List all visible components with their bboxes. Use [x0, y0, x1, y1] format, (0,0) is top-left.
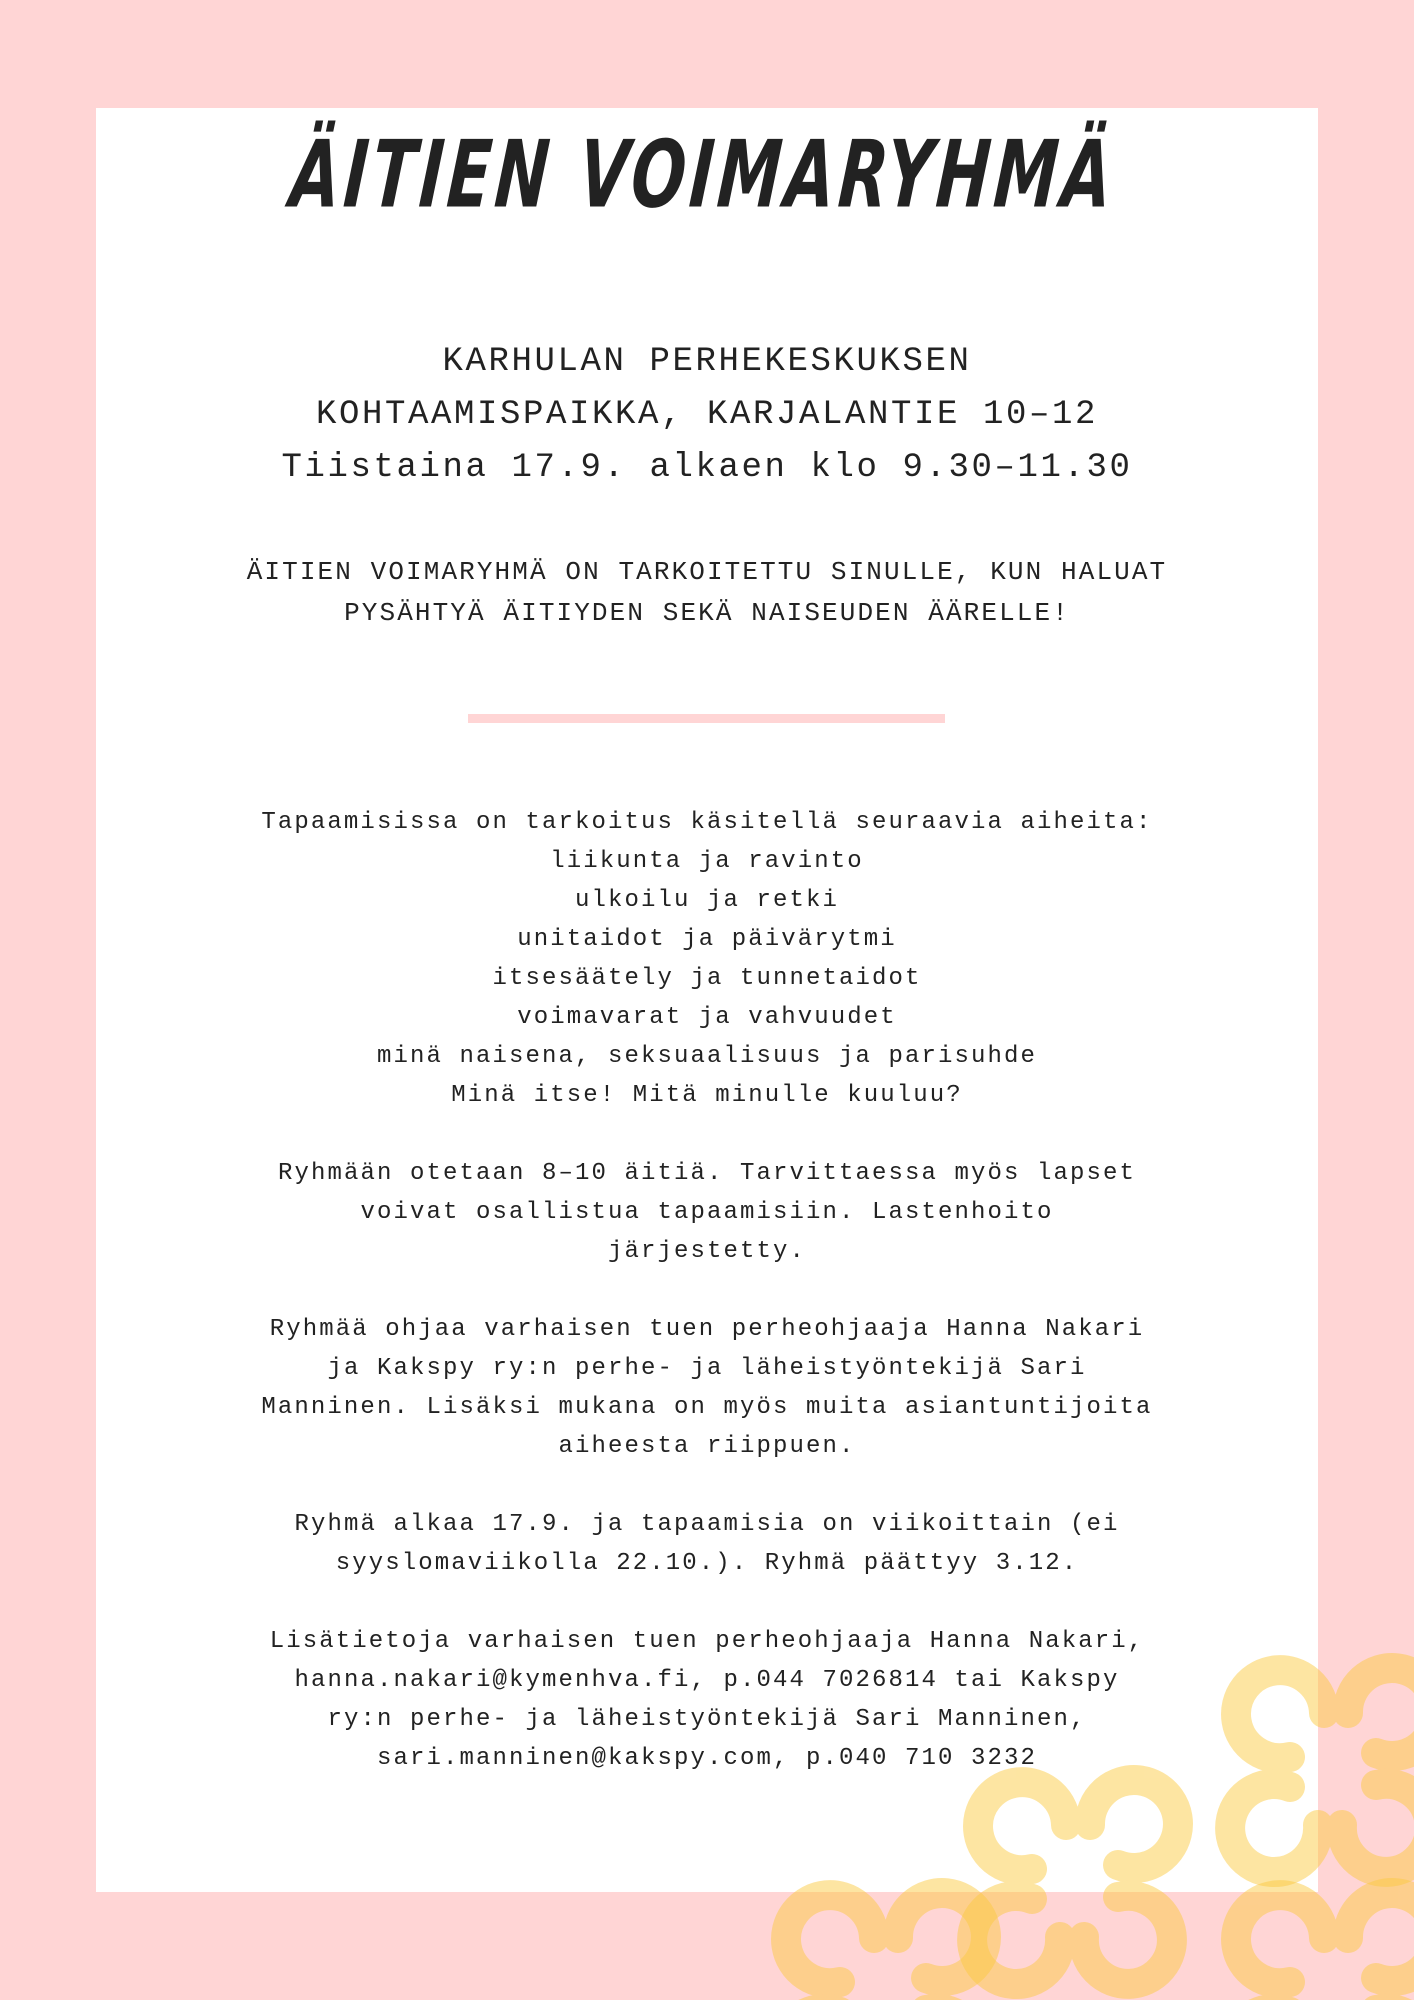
leaders-line: ja Kakspy ry:n perhe- ja läheistyöntekijä Sari: [327, 1355, 1087, 1382]
contact-line: sari.manninen@kakspy.com, p.040 710 3232: [376, 1745, 1038, 1772]
topic-item: voimavarat ja vahvuudet: [517, 1004, 897, 1031]
contact-line: ry:n perhe- ja läheistyöntekijä Sari Manninen,: [327, 1706, 1087, 1733]
schedule-line: Ryhmä alkaa 17.9. ja tapaamisia on viikoittain (ei: [294, 1511, 1120, 1538]
topic-item: Minä itse! Mitä minulle kuuluu?: [451, 1082, 963, 1109]
location-line: KARHULAN PERHEKESKUKSEN: [442, 343, 972, 381]
divider: [468, 714, 945, 723]
topic-item: unitaidot ja päivärytmi: [517, 926, 897, 953]
group-size-line: järjestetty.: [607, 1238, 807, 1265]
location-line: KOHTAAMISPAIKKA, KARJALANTIE 10–12: [315, 396, 1099, 434]
leaders-line: Ryhmää ohjaa varhaisen tuen perheohjaaja Hanna Nakari: [269, 1316, 1145, 1343]
topics-heading: Tapaamisissa on tarkoitus käsitellä seuraavia aiheita:: [261, 809, 1153, 836]
group-size-line: voivat osallistua tapaamisiin. Lastenhoito: [360, 1199, 1054, 1226]
intro-line: PYSÄHTYÄ ÄITIYDEN SEKÄ NAISEUDEN ÄÄRELLE!: [344, 598, 1070, 628]
leaders-line: Manninen. Lisäksi mukana on myös muita asiantuntijoita: [261, 1394, 1153, 1421]
group-size-line: Ryhmään otetaan 8–10 äitiä. Tarvittaessa myös lapset: [277, 1160, 1137, 1187]
flower-icon: [1230, 1893, 1414, 2000]
date-time-line: Tiistaina 17.9. alkaen klo 9.30–11.30: [281, 449, 1133, 487]
topic-item: liikunta ja ravinto: [550, 848, 864, 875]
flower-icon: [780, 1893, 986, 2000]
contact-line: Lisätietoja varhaisen tuen perheohjaaja Hanna Nakari,: [269, 1628, 1145, 1655]
leaders-line: aiheesta riippuen.: [558, 1433, 856, 1460]
topic-item: itsesäätely ja tunnetaidot: [492, 965, 922, 992]
topic-item: ulkoilu ja retki: [574, 887, 840, 914]
schedule-line: syyslomaviikolla 22.10.). Ryhmä päättyy 3.12.: [335, 1550, 1079, 1577]
topic-item: minä naisena, seksuaalisuus ja parisuhde: [376, 1043, 1038, 1070]
contact-line: hanna.nakari@kymenhva.fi, p.044 7026814 tai Kakspy: [294, 1667, 1120, 1694]
page-title: ÄITIEN VOIMARYHMÄ: [286, 122, 1120, 230]
intro-line: ÄITIEN VOIMARYHMÄ ON TARKOITETTU SINULLE, KUN HALUAT: [246, 557, 1168, 587]
title-block: [0, 118, 1414, 248]
